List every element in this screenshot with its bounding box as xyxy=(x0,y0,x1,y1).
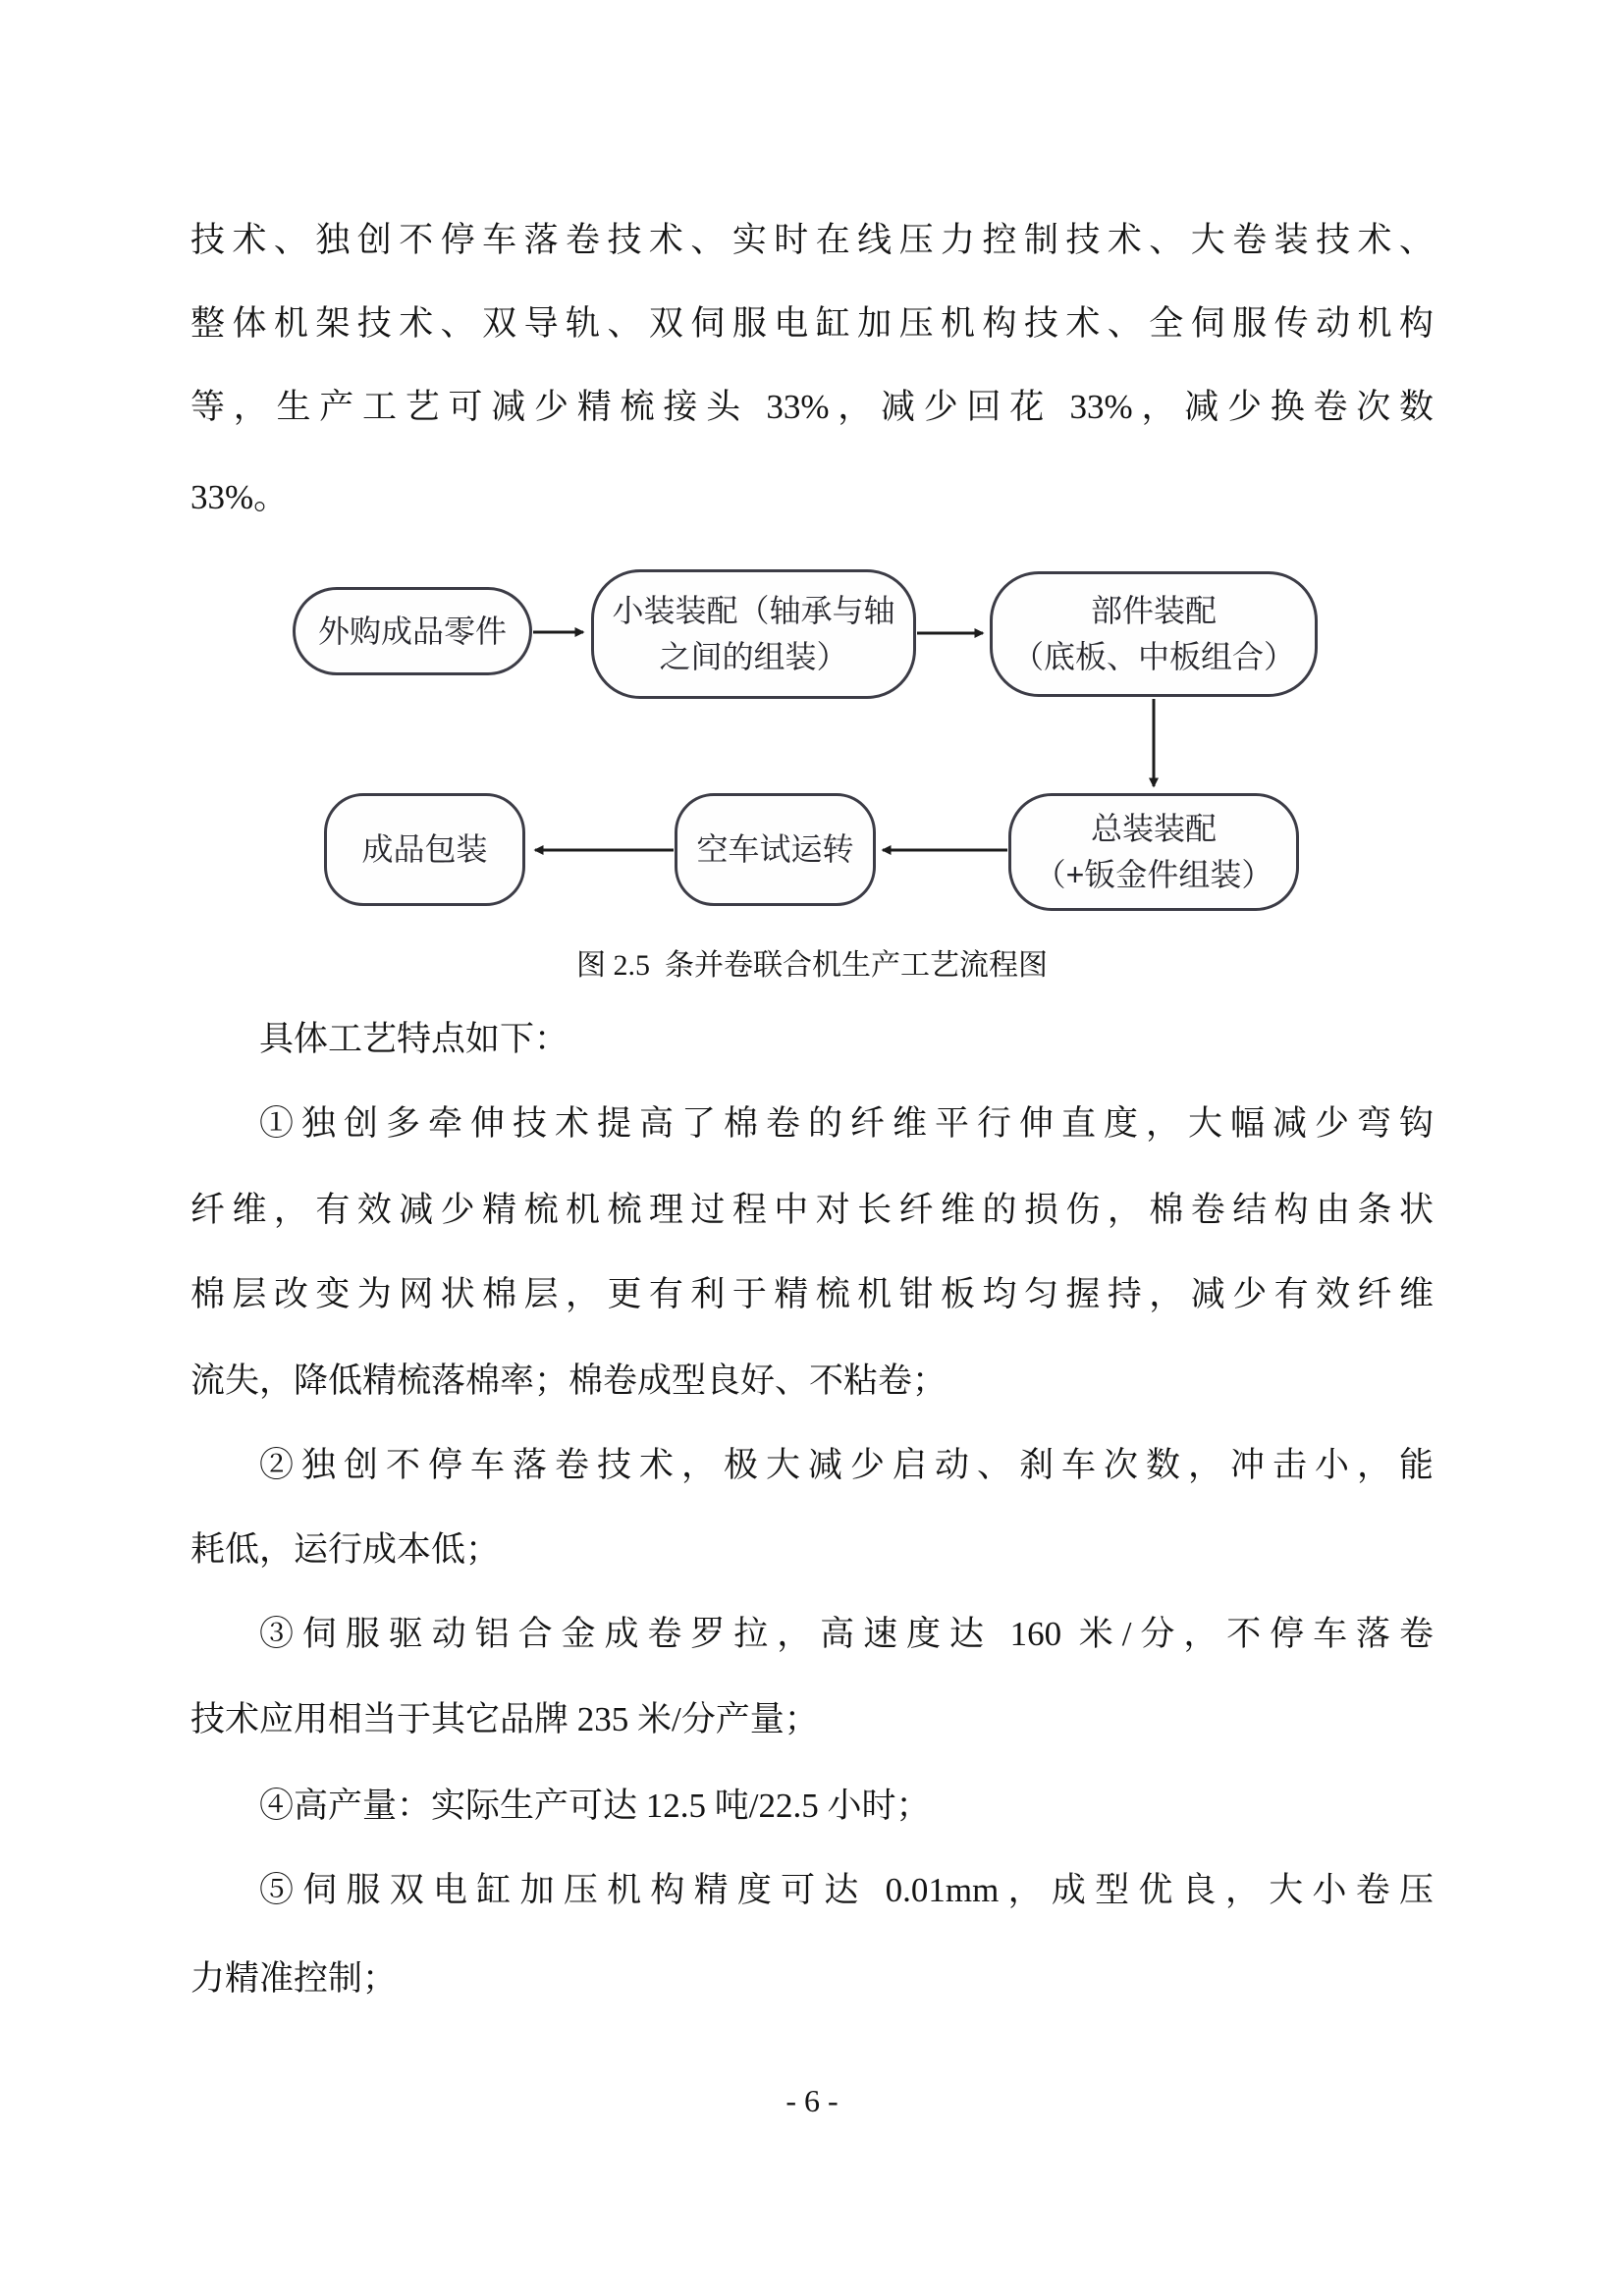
paragraph-line: 流失，降低精梳落棉率；棉卷成型良好、不粘卷； xyxy=(190,1362,947,1400)
flow-node-label: 外购成品零件 xyxy=(317,613,507,649)
paragraph-line: ①独创多牵伸技术提高了棉卷的纤维平行伸直度，大幅减少弯钩 xyxy=(259,1104,1434,1143)
paragraph-line: 棉层改变为网状棉层，更有利于精梳机钳板均匀握持，减少有效纤维 xyxy=(190,1275,1434,1313)
flow-node-empty-test-run xyxy=(675,793,876,906)
paragraph-line: ⑤伺服双电缸加压机构精度可达 0.01mm，成型优良，大小卷压 xyxy=(259,1871,1434,1909)
paragraph-line: ④高产量：实际生产可达 12.5 吨/22.5 小时； xyxy=(259,1787,931,1825)
page-number: - 6 - xyxy=(785,2083,839,2118)
paragraph-line: 具体工艺特点如下： xyxy=(259,1020,569,1058)
flow-node-small-assembly xyxy=(591,569,916,699)
paragraph-line: 耗低，运行成本低； xyxy=(190,1530,501,1569)
paragraph-line: ②独创不停车落卷技术，极大减少启动、刹车次数，冲击小，能 xyxy=(259,1446,1434,1484)
flow-node-label: （+钣金件组装） xyxy=(1034,857,1273,892)
paragraph-line: 技术、独创不停车落卷技术、实时在线压力控制技术、大卷装技术、 xyxy=(190,221,1434,259)
flow-node-component-assembly xyxy=(990,571,1318,697)
flow-node-label: 之间的组装） xyxy=(659,639,848,674)
paragraph-line: 33%。 xyxy=(190,478,289,516)
paragraph-line: 等，生产工艺可减少精梳接头 33%，减少回花 33%，减少换卷次数 xyxy=(190,388,1434,426)
paragraph-line: ③伺服驱动铝合金成卷罗拉，高速度达 160 米/分，不停车落卷 xyxy=(259,1615,1434,1653)
flow-node-label: （底板、中板组合） xyxy=(1011,639,1295,674)
paragraph-line: 整体机架技术、双导轨、双伺服电缸加压机构技术、全伺服传动机构 xyxy=(190,304,1434,343)
flow-node-purchased-parts xyxy=(293,587,532,675)
flow-node-label: 成品包装 xyxy=(361,831,488,867)
flow-node-label: 部件装配 xyxy=(1090,593,1217,628)
flow-node-final-assembly xyxy=(1008,793,1299,911)
flow-node-label: 小装装配（轴承与轴 xyxy=(612,593,895,628)
paragraph-line: 技术应用相当于其它品牌 235 米/分产量； xyxy=(190,1700,819,1738)
flow-node-label: 总装装配 xyxy=(1090,811,1217,846)
flow-node-product-packaging xyxy=(324,793,525,906)
flow-node-label: 空车试运转 xyxy=(696,831,854,867)
paragraph-line: 纤维，有效减少精梳机梳理过程中对长纤维的损伤，棉卷结构由条状 xyxy=(190,1191,1434,1229)
figure-caption: 图 2.5 条并卷联合机生产工艺流程图 xyxy=(576,949,1048,982)
paragraph-line: 力精准控制； xyxy=(190,1959,398,1998)
